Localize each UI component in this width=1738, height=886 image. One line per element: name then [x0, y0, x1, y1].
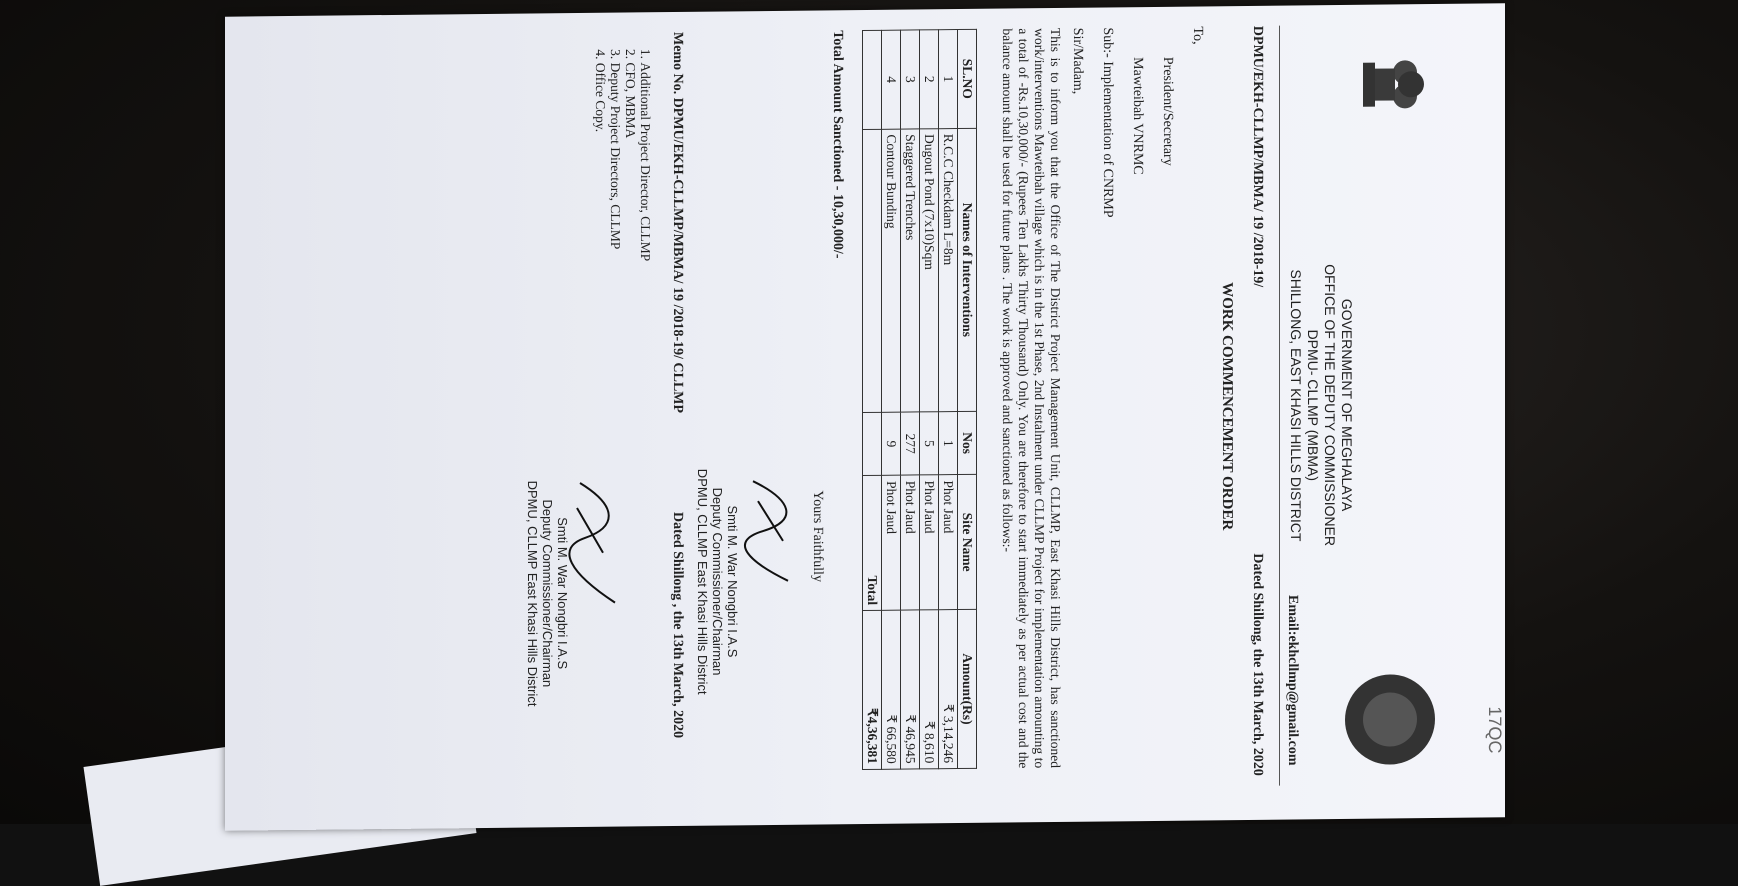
table-cell: 277 [901, 412, 920, 475]
interventions-table [862, 29, 977, 770]
copy-to-list [593, 42, 653, 262]
total-value: ₹4,36,381 [863, 610, 882, 769]
memo-number: Memo No. DPMU/EKH-CLLMP/MBMA/ 19 /2018-19/ CLLMP [670, 31, 685, 414]
list-item: 3. Deputy Project Directors, CLLMP [608, 63, 623, 262]
pencil-note: 17QC [1485, 706, 1505, 754]
order-title: WORK COMMENCEMENT ORDER [1219, 282, 1235, 531]
header-cell: Site Name [958, 475, 977, 610]
divider [1279, 26, 1280, 786]
table-cell: Phot Jaud [901, 475, 920, 610]
table-header-row [958, 29, 977, 768]
table-total-row [863, 30, 882, 769]
subject-line: Sub:- Implementation of CNRMP [1100, 27, 1115, 218]
header-cell: Nos [958, 411, 977, 474]
list-item: 2. CFO, MBMA [623, 62, 638, 261]
reference-number: DPMU/EKH-CLLMP/MBMA/ 19 /2018-19/ [1250, 25, 1265, 288]
signatory-name: Smti M. War Nongbri I.A.S [555, 517, 570, 670]
signature-block-2 [525, 453, 570, 733]
table-cell [863, 129, 882, 413]
table-cell: 3 [901, 30, 920, 129]
header-cell: SL.NO [958, 29, 977, 128]
table-cell: Phot Jaud [939, 475, 958, 610]
list-item: 4. Office Copy. [593, 63, 608, 262]
email-address: Email:ekhcllmp@gmail.com [1285, 594, 1300, 766]
table-row [920, 30, 939, 769]
table-cell: 1 [939, 30, 958, 129]
letterhead-line-4: SHILLONG, EAST KHASI HILLS DISTRICT [1288, 269, 1304, 542]
table-cell: ₹ 3,14,246 [939, 610, 958, 769]
signatory-role: Deputy Commissioner/Chairman [710, 487, 725, 676]
signature-scribble-icon [565, 473, 625, 614]
table-cell: 4 [882, 30, 901, 129]
salutation: Sir/Madam, [1070, 27, 1085, 95]
state-emblem-icon [1355, 54, 1435, 115]
table-cell: Staggered Trenches [901, 129, 920, 413]
addressee: President/Secretary [1160, 56, 1175, 166]
signatory-office: DPMU, CLLMP East Khasi Hills District [695, 468, 710, 695]
table-cell: Phot Jaud [882, 475, 901, 610]
total-label: Total [863, 476, 882, 611]
table-cell [863, 30, 882, 129]
signature-scribble-icon [743, 471, 803, 592]
document-content [265, 24, 1505, 797]
body-paragraph: This is to inform you that the Office of The District Project Management Unit, CLLMP, East Khasi Hills District, has sanctioned work/interventions Mawteibah village which is in the 1st Phase, 2nd Instalment under CLLMP Project for implementation amounting to a total of -Rs.10,30,000/- (Rupees Ten Lakhs Thirty Thousand) Only. You are therefore to start immediately as per actual cost and the balance amount shall be used for future plans . The work is approved and sanctioned as follows:- [1000, 27, 1063, 769]
table-cell: R.C.C Checkdam L=8m [939, 128, 958, 412]
office-seal-icon [1345, 674, 1435, 765]
village-name: Mawteibah VNRMC [1130, 57, 1145, 175]
table-cell: ₹ 8,610 [920, 610, 939, 769]
to-label: To, [1190, 26, 1205, 45]
table-cell [863, 412, 882, 475]
signature-block-1 [695, 451, 740, 711]
signatory-office: DPMU, CLLMP East Khasi Hills District [525, 480, 540, 707]
header-cell: Names of Interventions [958, 128, 977, 412]
yours-faithfully: Yours Faithfully [810, 490, 825, 583]
table-cell: ₹ 46,945 [901, 610, 920, 769]
document-page [225, 3, 1505, 830]
header-cell: Amount(Rs) [958, 609, 977, 768]
table-cell: 1 [939, 412, 958, 475]
memo-dated: Dated Shillong , the 13th March, 2020 [670, 511, 685, 739]
letterhead-line-3: DPMU- CLLMP (MBMA) [1305, 329, 1321, 482]
list-item: 1. Additional Project Director, CLLMP [638, 62, 653, 261]
signatory-name: Smti M. War Nongbri I.A.S [725, 505, 740, 658]
letterhead-line-2: OFFICE OF THE DEPUTY COMMISSIONER [1322, 264, 1338, 547]
table-cell: 9 [882, 412, 901, 475]
table-cell: 5 [920, 412, 939, 475]
table-cell: Contour Bunding [882, 129, 901, 413]
dated-line: Dated Shillong, the 13th March, 2020 [1250, 553, 1265, 776]
table-row [882, 30, 901, 769]
table-cell: 2 [920, 30, 939, 129]
table-cell: ₹ 66,580 [882, 610, 901, 769]
letterhead-line-1: GOVERNMENT OF MEGHALAYA [1339, 298, 1355, 512]
signatory-role: Deputy Commissioner/Chairman [540, 499, 555, 688]
table-row [901, 30, 920, 769]
table-row [939, 30, 958, 769]
table-cell: Phot Jaud [920, 475, 939, 610]
total-sanctioned: Total Amount Sanctioned - 10,30,000/- [830, 30, 845, 259]
table-cell: Dugout Pond (7x10)Sqm [920, 128, 939, 412]
